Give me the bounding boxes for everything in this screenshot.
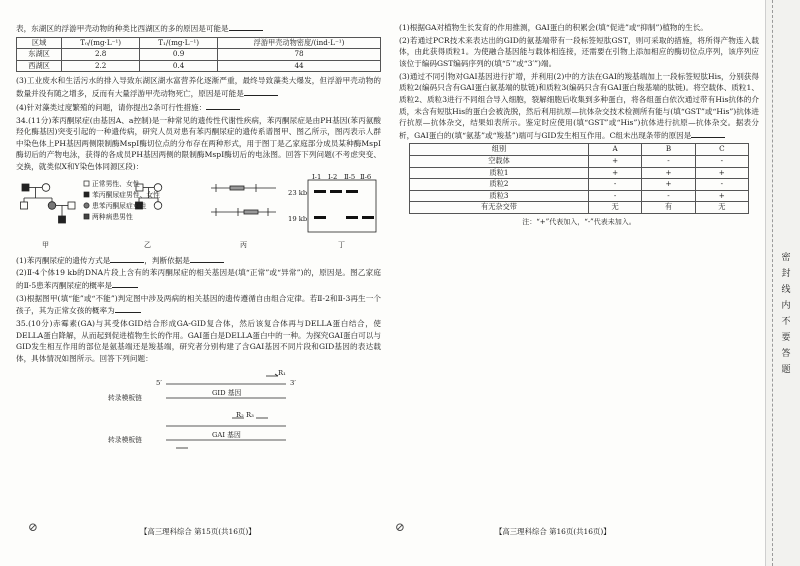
q34-part1: (1)苯丙酮尿症的遗传方式是 ，判断依据是 — [16, 254, 381, 267]
r-part3: (3)通过不同引物对GAI基因进行扩增，并利用(2)中的方法在GAI的羧基端加上一段标签短肽His，分别获得质粒2(编码只含有GAI蛋白氨基端的肽链)和质粒3(编码只含有GAI蛋白羧基端的肽链)。将空载体、质粒1、质粒2、质粒3进行不同组合导入细胞，裂解细胞后收集到多种蛋白，将各组蛋白依次通过带有His抗体的介质，未含有短肽His的蛋白会被洗脱，然后利用抗原—抗体杂交技术检测所有能与(填“GST”或“His”)抗体进行抗原—抗体杂交，结果如表所示。鉴定时应使用(填“GST”或“His”)抗体进行抗原—抗体杂交。据表分析，GAI蛋白的(填“氨基”或“羧基”)端可与GID发生相互作用。C组未出现条带的原因是 — [399, 71, 759, 140]
q34-stem: 34.(11分)苯丙酮尿症(由基因A、a控制)是一种常见的遗传性代谢性疾病，苯丙酮尿症是由PH基因(苯丙氨酸羟化酶基因)突变引起的一种遗传病，研究人员对患有苯丙酮尿症的遗传系谱图甲、图乙所示，图丙表示人群中染色体上PH基因两侧限制酶MspⅠ酶切位点的分布存在两种形式，用于图丁是乙家庭部分成员某种酶MspⅠ酶切后的产物电泳，获得的各成员PH基因两侧的限制酶MspⅠ酶切后的电泳图。回答下列问题(不考虑突变、交换，就类似X和Y染色体同源区段)： — [16, 115, 381, 171]
q34-part2: (2)Ⅱ-4个体19 kb的DNA片段上含有的苯丙酮尿症的相关基因是(填“正常”或“异常”)的，原因是。图乙家庭的Ⅱ-5患苯丙酮尿症的概率是 — [16, 268, 381, 290]
pedigree-and-gel-svg — [16, 176, 381, 240]
table-row: 东湖区 2.8 0.9 78 — [17, 49, 381, 61]
r-part2: (2)若通过PCR技术来表达出的GID的氨基端带有一段标签短肽GST，则可采取的措施，将所得产物连入载体，由此获得质粒1。为使融合基因能与载体相连接，还需要在引物上添加相应的酶切位点序列，该序列应该位于编码GST编码序列的(填“5′”或“3′”)端。 — [399, 35, 759, 68]
table-row: 空载体 + - - — [410, 155, 749, 167]
q35-construct-diagram: 转录模板链 GID 基因 R₁ 转录模板链 GAI 基因 R₂ R₃ 5′ 3′ — [16, 368, 381, 468]
seal-icon: ⊘ — [395, 520, 406, 534]
q33-intro: 表，东湖区的浮游甲壳动物的种类比西湖区的多的原因是可能是 — [16, 22, 381, 35]
q35-stem: 35.(10分)赤霉素(GA)与其受体GID结合形成GA-GID复合体，然后该复合体再与DELLA蛋白结合，使DELLA蛋白降解，从而起到促进植物生长的作用。GAI蛋白是DELLA蛋白中的一种。为探究GAI蛋白可以与GID发生相互作用的部位是氨基端还是羧基端，研究者分别构建了含GAI基因不同片段和GID基因的表达载体，具体情况如图所示。回答下列问题： — [16, 319, 381, 363]
right-column — [399, 22, 759, 230]
table-header-row: 组别 A B C — [410, 144, 749, 156]
table-row: 质粒1 + + + — [410, 167, 749, 179]
table-row: 有无杂交带 无 有 无 — [410, 202, 749, 214]
construct-svg — [16, 368, 316, 468]
left-column — [16, 22, 381, 468]
q34-part3: (3)根据图甲(填“能”或“不能”)判定图中涉及两病的相关基因的遗传遵循自由组合定律。若Ⅱ-2和Ⅱ-3再生一个孩子，其为正常女孩的概率为 — [16, 293, 381, 316]
table-row: 质粒2 - + - — [410, 179, 749, 191]
r-table — [409, 143, 749, 214]
table-note: 注：“+”代表加入，“-”代表未加入。 — [522, 217, 636, 226]
q33-part4: (4)针对藻类过度繁殖的问题，请你提出2条可行性措施： — [16, 101, 381, 114]
r-part1: (1)根据GA对植物生长发育的作用推测，GAI蛋白的积累会(填“促进”或“抑制”)植物的生长。 — [399, 23, 708, 32]
right-footer: 【高三理科综合 第16页(共16页)】 — [495, 527, 611, 536]
left-page — [0, 0, 395, 566]
binding-strip — [765, 0, 800, 566]
seal-icon: ⊘ — [28, 520, 39, 534]
left-footer: 【高三理科综合 第15页(共16页)】 — [140, 527, 256, 536]
binding-dashed-line — [772, 0, 773, 566]
binding-warning: 密 封 线 内 不 要 答 题 — [781, 253, 791, 375]
q33-part3: (3)工业废水和生活污水的排入导致东湖区湖水富营养化逐渐严重，最终导致藻类大爆发，但浮游甲壳动物的数量并没有随之增多，反而有大量浮游甲壳动物死亡，原因是可能是 — [16, 76, 381, 98]
q33-table — [16, 37, 381, 73]
right-page — [395, 0, 765, 566]
table-row: 质粒3 - - + — [410, 190, 749, 202]
table-header-row: 区域 T₀/(mg·L⁻¹) T₁/(mg·L⁻¹) 浮游甲壳动物密度/(ind·L⁻¹) — [17, 37, 381, 49]
table-row: 西湖区 2.2 0.4 44 — [17, 60, 381, 72]
q34-figures: 正常男性、女性 苯丙酮尿症男性、女性 患苯丙酮尿症女性 两种病患男性 23 kb 19 kb Ⅰ-1 Ⅰ-2 Ⅱ-5 Ⅱ-6 甲 乙 丙 丁 — [16, 176, 381, 250]
